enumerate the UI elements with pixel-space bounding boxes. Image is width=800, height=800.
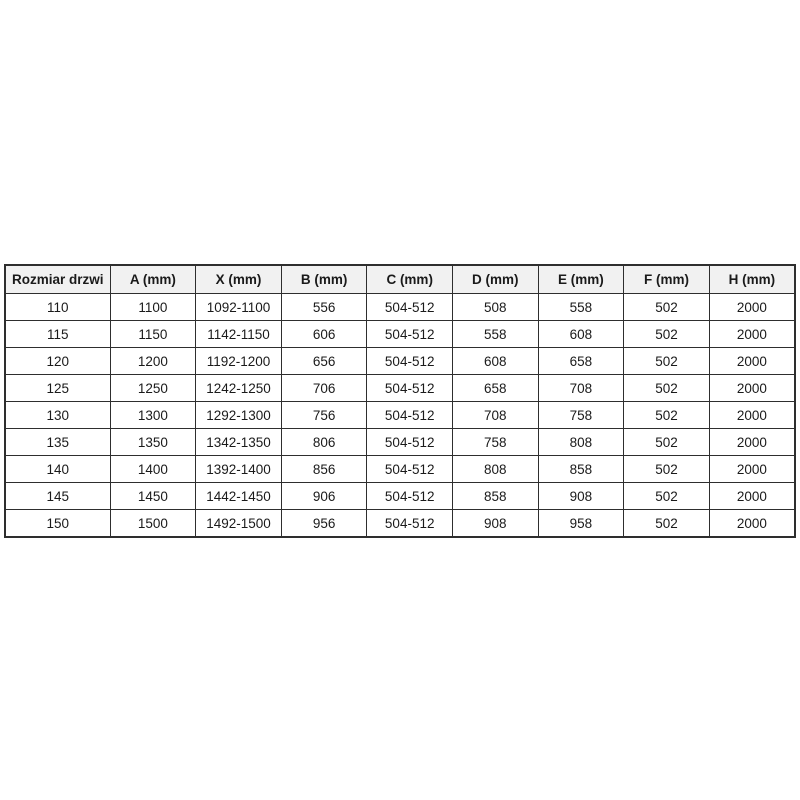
table-cell: 2000 [709,375,795,402]
table-cell: 1350 [110,429,196,456]
table-cell: 958 [538,510,624,538]
table-cell: 1400 [110,456,196,483]
table-cell: 2000 [709,429,795,456]
table-cell: 1142-1150 [196,321,282,348]
door-size-table [4,264,796,538]
table-cell: 558 [453,321,539,348]
table-cell: 756 [281,402,367,429]
table-cell: 115 [5,321,110,348]
table-cell: 656 [281,348,367,375]
column-header: F (mm) [624,265,710,294]
table-body [5,294,795,538]
table-cell: 758 [453,429,539,456]
table-cell: 1392-1400 [196,456,282,483]
table-cell: 150 [5,510,110,538]
table-cell: 1242-1250 [196,375,282,402]
table-cell: 806 [281,429,367,456]
table-row [5,375,795,402]
table-row [5,510,795,538]
table-cell: 608 [453,348,539,375]
table-cell: 808 [453,456,539,483]
table-cell: 110 [5,294,110,321]
table-cell: 1300 [110,402,196,429]
table-cell: 504-512 [367,483,453,510]
table-cell: 504-512 [367,402,453,429]
table-cell: 140 [5,456,110,483]
column-header: C (mm) [367,265,453,294]
table-row [5,402,795,429]
table-cell: 504-512 [367,456,453,483]
table-cell: 1450 [110,483,196,510]
table-cell: 1500 [110,510,196,538]
table-cell: 504-512 [367,348,453,375]
table-cell: 1192-1200 [196,348,282,375]
table-cell: 504-512 [367,294,453,321]
table-cell: 145 [5,483,110,510]
table-cell: 1200 [110,348,196,375]
table-cell: 1092-1100 [196,294,282,321]
table-cell: 856 [281,456,367,483]
column-header: D (mm) [453,265,539,294]
table-cell: 502 [624,375,710,402]
table-row [5,483,795,510]
table-cell: 1150 [110,321,196,348]
table-cell: 558 [538,294,624,321]
table-cell: 2000 [709,510,795,538]
table-cell: 2000 [709,483,795,510]
table-row [5,321,795,348]
table-cell: 508 [453,294,539,321]
table-cell: 502 [624,348,710,375]
table-cell: 908 [538,483,624,510]
table-cell: 808 [538,429,624,456]
table-cell: 502 [624,483,710,510]
table-cell: 658 [538,348,624,375]
table-cell: 1292-1300 [196,402,282,429]
table-cell: 956 [281,510,367,538]
table-cell: 504-512 [367,429,453,456]
table-cell: 858 [538,456,624,483]
table-row [5,429,795,456]
table-cell: 858 [453,483,539,510]
table-cell: 502 [624,321,710,348]
table-cell: 658 [453,375,539,402]
column-header: A (mm) [110,265,196,294]
table-cell: 502 [624,456,710,483]
column-header: Rozmiar drzwi [5,265,110,294]
column-header: H (mm) [709,265,795,294]
column-header: E (mm) [538,265,624,294]
table-cell: 1250 [110,375,196,402]
table-cell: 1492-1500 [196,510,282,538]
table-cell: 1442-1450 [196,483,282,510]
table-cell: 606 [281,321,367,348]
table-header-row [5,265,795,294]
table-cell: 906 [281,483,367,510]
table-cell: 502 [624,402,710,429]
table-cell: 1100 [110,294,196,321]
table-cell: 708 [453,402,539,429]
table-cell: 2000 [709,348,795,375]
table-cell: 135 [5,429,110,456]
table-cell: 908 [453,510,539,538]
table-cell: 125 [5,375,110,402]
table-cell: 708 [538,375,624,402]
table-cell: 1342-1350 [196,429,282,456]
table-row [5,294,795,321]
table-cell: 502 [624,510,710,538]
table-cell: 2000 [709,402,795,429]
table-cell: 608 [538,321,624,348]
table-cell: 2000 [709,456,795,483]
table-header [5,265,795,294]
table-row [5,456,795,483]
column-header: X (mm) [196,265,282,294]
column-header: B (mm) [281,265,367,294]
table-cell: 120 [5,348,110,375]
table-cell: 504-512 [367,510,453,538]
table-cell: 2000 [709,321,795,348]
table-cell: 502 [624,294,710,321]
table-cell: 130 [5,402,110,429]
table-cell: 556 [281,294,367,321]
table-cell: 758 [538,402,624,429]
table-cell: 502 [624,429,710,456]
table-cell: 504-512 [367,375,453,402]
table-row [5,348,795,375]
size-table-container [4,264,796,538]
table-cell: 706 [281,375,367,402]
table-cell: 2000 [709,294,795,321]
table-cell: 504-512 [367,321,453,348]
